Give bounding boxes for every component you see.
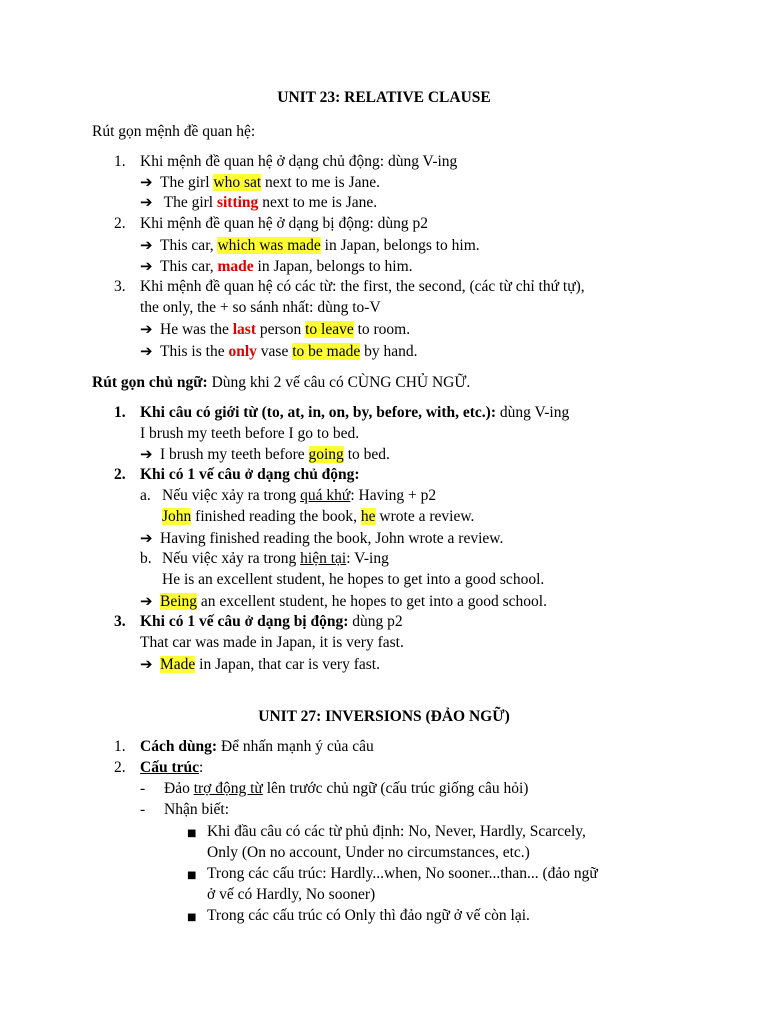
- arrow-icon: ➔: [140, 236, 153, 254]
- arrow-icon: ➔: [140, 445, 153, 463]
- arrow-icon: ➔: [140, 257, 153, 275]
- list-item: 1. Cách dùng: Để nhấn mạnh ý của câu: [114, 738, 374, 755]
- bullet-item: ■ Trong các cấu trúc: Hardly...when, No sooner...than... (đảo ngữ: [187, 864, 598, 886]
- bullet-item: ■ Trong các cấu trúc có Only thì đảo ngữ ở vế còn lại.: [187, 906, 530, 928]
- list-item: 1. Khi mệnh đề quan hệ ở dạng chủ động: dùng V-ing: [114, 153, 458, 170]
- sub-item: b. Nếu việc xảy ra trong hiện tại: V-ing: [140, 550, 389, 567]
- bullet-item: ■ Khi đầu câu có các từ phủ định: No, Never, Hardly, Scarcely,: [187, 822, 586, 844]
- bullet-item-continued: Only (On no account, Under no circumstances, etc.): [207, 844, 530, 861]
- example-line: ➔ Made in Japan, that car is very fast.: [140, 655, 380, 673]
- example-line: That car was made in Japan, it is very fast.: [140, 634, 404, 651]
- unit27-title: UNIT 27: INVERSIONS (ĐẢO NGỮ): [258, 708, 510, 725]
- example-line: ➔ This is the only vase to be made by hand.: [140, 342, 418, 360]
- square-bullet-icon: ■: [187, 828, 197, 839]
- list-item: 2. Cấu trúc:: [114, 759, 204, 776]
- arrow-icon: ➔: [140, 655, 153, 673]
- arrow-icon: ➔: [140, 592, 153, 610]
- dash-item: - Đảo trợ động từ lên trước chủ ngữ (cấu trúc giống câu hỏi): [140, 780, 529, 797]
- list-item: 3. Khi mệnh đề quan hệ có các từ: the first, the second, (các từ chỉ thứ tự),: [114, 278, 585, 295]
- list-item: 1. Khi câu có giới từ (to, at, in, on, by, before, with, etc.): dùng V-ing: [114, 404, 570, 421]
- example-line: John finished reading the book, he wrote a review.: [162, 508, 475, 525]
- unit23-heading: Rút gọn mệnh đề quan hệ:: [92, 123, 256, 140]
- list-item: 2. Khi mệnh đề quan hệ ở dạng bị động: dùng p2: [114, 215, 429, 232]
- square-bullet-icon: ■: [187, 870, 197, 881]
- arrow-icon: ➔: [140, 193, 153, 211]
- arrow-icon: ➔: [140, 342, 153, 360]
- example-line: ➔ Being an excellent student, he hopes to get into a good school.: [140, 592, 547, 610]
- example-line: ➔ He was the last person to leave to room.: [140, 320, 411, 338]
- list-item: 2. Khi có 1 vế câu ở dạng chủ động:: [114, 466, 360, 483]
- subject-heading: Rút gọn chủ ngữ: Dùng khi 2 vế câu có CÙNG CHỦ NGỮ.: [92, 374, 471, 391]
- example-line: ➔ This car, made in Japan, belongs to him.: [140, 257, 413, 275]
- example-line: ➔ Having finished reading the book, John wrote a review.: [140, 529, 504, 547]
- arrow-icon: ➔: [140, 173, 153, 191]
- example-line: He is an excellent student, he hopes to get into a good school.: [162, 571, 545, 588]
- dash-item: - Nhận biết:: [140, 801, 229, 818]
- list-item-continued: the only, the + so sánh nhất: dùng to-V: [140, 299, 381, 316]
- example-line: ➔ This car, which was made in Japan, belongs to him.: [140, 236, 480, 254]
- example-line: I brush my teeth before I go to bed.: [140, 425, 360, 442]
- unit23-title: UNIT 23: RELATIVE CLAUSE: [277, 89, 491, 106]
- example-line: ➔ The girl who sat next to me is Jane.: [140, 173, 380, 191]
- example-line: ➔ I brush my teeth before going to bed.: [140, 445, 390, 463]
- list-item: 3. Khi có 1 vế câu ở dạng bị động: dùng p2: [114, 613, 403, 630]
- square-bullet-icon: ■: [187, 912, 197, 923]
- arrow-icon: ➔: [140, 320, 153, 338]
- arrow-icon: ➔: [140, 529, 153, 547]
- example-line: ➔ The girl sitting next to me is Jane.: [140, 193, 378, 211]
- bullet-item-continued: ở vế có Hardly, No sooner): [207, 886, 376, 903]
- sub-item: a. Nếu việc xảy ra trong quá khứ: Having + p2: [140, 487, 437, 504]
